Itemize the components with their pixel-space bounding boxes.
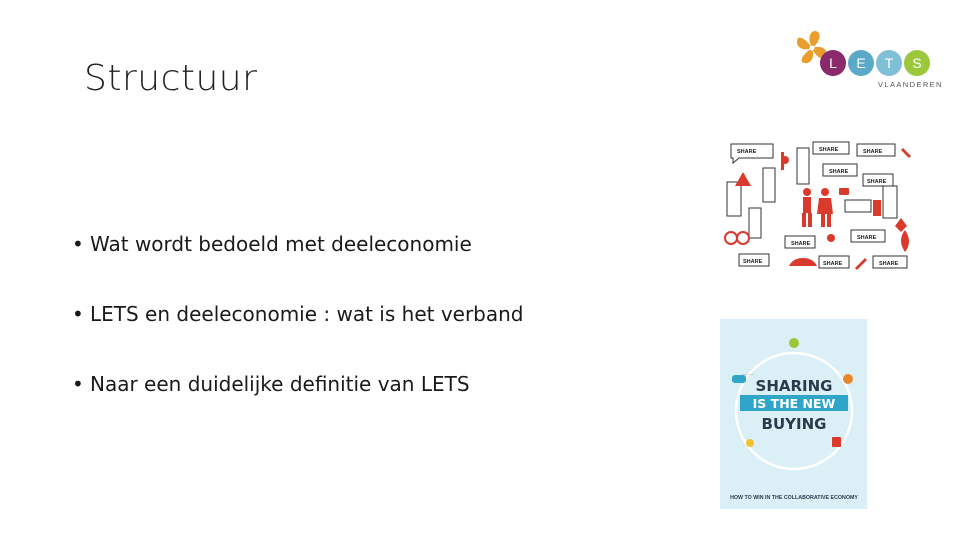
share-bubble-text: SHARE xyxy=(819,147,839,153)
share-bubble-text: SHARE xyxy=(867,179,887,185)
bullet-text: LETS en deeleconomie : wat is het verband xyxy=(90,302,524,326)
bullet-text: Naar een duidelijke definitie van LETS xyxy=(90,372,470,396)
share-bubble-text: SHARE xyxy=(863,149,883,155)
share-bubble-text: SHARE xyxy=(743,259,763,265)
car-icon xyxy=(732,375,746,383)
bullet-item xyxy=(72,226,524,263)
bullet-item xyxy=(72,296,524,333)
logo-letter: E xyxy=(848,50,874,76)
logo-letter: T xyxy=(876,50,902,76)
logo-letters xyxy=(820,50,930,76)
house-icon xyxy=(843,374,853,384)
bullet-marker: • xyxy=(72,302,84,326)
coin-icon xyxy=(789,338,799,348)
slide-title: Structuur xyxy=(84,58,258,99)
book-title-line: SHARING xyxy=(755,377,833,395)
bullet-marker: • xyxy=(72,232,84,256)
bullet-list xyxy=(72,226,524,436)
share-bubble-text: SHARE xyxy=(829,169,849,175)
share-illustration xyxy=(723,138,913,276)
bullet-item xyxy=(72,366,524,403)
book-title-line: BUYING xyxy=(761,415,827,433)
book-subtitle: HOW TO WIN IN THE COLLABORATIVE ECONOMY xyxy=(730,495,858,501)
book-cover xyxy=(720,319,867,509)
bullet-marker: • xyxy=(72,372,84,396)
logo-letter: L xyxy=(820,50,846,76)
share-bubble-text: SHARE xyxy=(823,261,843,267)
svg-text:— · —: — · — xyxy=(742,371,754,376)
logo-subtitle: VLAANDEREN xyxy=(878,80,943,89)
logo-letter: S xyxy=(904,50,930,76)
bag-icon xyxy=(832,437,841,447)
book-title-line: IS THE NEW xyxy=(752,396,836,411)
bullet-text: Wat wordt bedoeld met deeleconomie xyxy=(90,232,472,256)
share-bubble-text: SHARE xyxy=(879,261,899,267)
umbrella-icon xyxy=(746,439,754,447)
share-bubble-text: SHARE xyxy=(857,235,877,241)
share-bubble-text: SHARE xyxy=(737,149,757,155)
lets-vlaanderen-logo xyxy=(792,26,942,98)
share-bubble-text: SHARE xyxy=(791,241,811,247)
